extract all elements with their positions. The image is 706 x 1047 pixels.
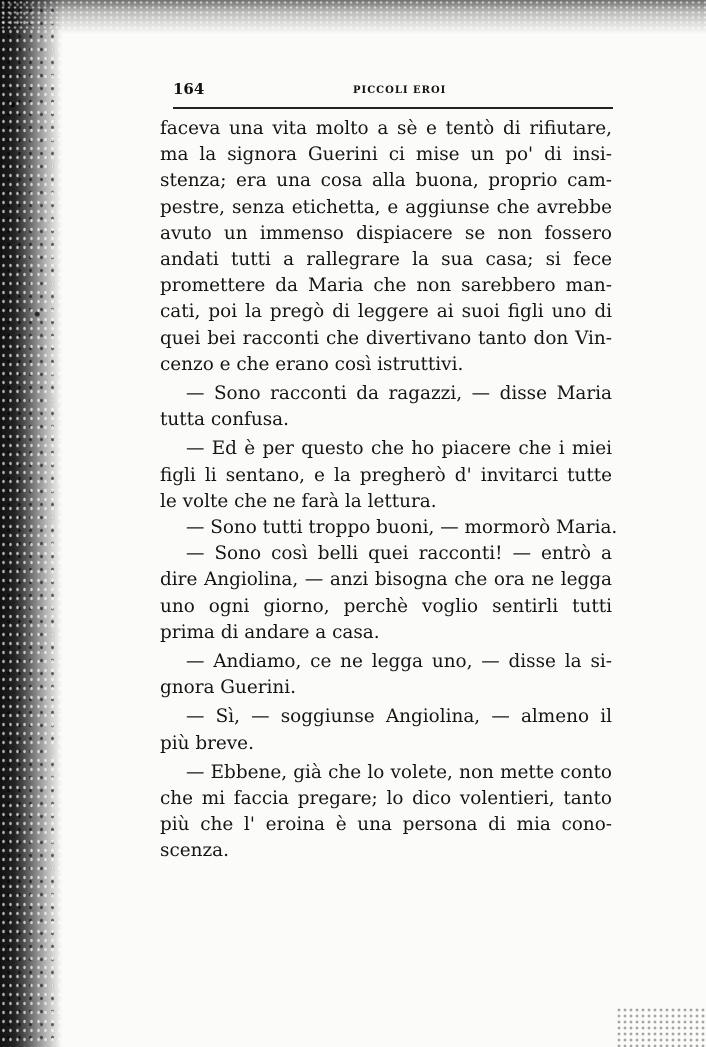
text-line: più breve. xyxy=(160,732,254,754)
text-line: stenza; era una cosa alla buona, proprio cam- xyxy=(160,170,612,192)
text-line: più che l' eroina è una persona di mia cono- xyxy=(160,814,612,836)
text-line: — Sì, — soggiunse Angiolina, — almeno il xyxy=(186,706,612,728)
text-line: — Ebbene, già che lo volete, non mette conto xyxy=(186,761,612,783)
text-line: — Andiamo, ce ne legga uno, — disse la si- xyxy=(186,651,612,673)
text-line: dire Angiolina, — anzi bisogna che ora ne legga xyxy=(160,569,612,591)
text-line: quei bei racconti che divertivano tanto don Vin- xyxy=(160,327,612,349)
scan-speckle-left xyxy=(0,0,62,1047)
text-line: tutta confusa. xyxy=(160,409,289,431)
text-line: gnora Guerini. xyxy=(160,677,296,699)
text-line: uno ogni giorno, perchè voglio sentirli tutti xyxy=(160,595,612,617)
text-line: le volte che ne farà la lettura. xyxy=(160,490,437,512)
scan-speckle-top xyxy=(0,0,706,30)
text-line: — Sono racconti da ragazzi, — disse Maria xyxy=(186,383,612,405)
body-text xyxy=(160,116,618,865)
text-line: prima di andare a casa. xyxy=(160,621,380,643)
running-title: PICCOLI EROI xyxy=(353,85,447,96)
text-line: cenzo e che erano così istruttivi. xyxy=(160,353,464,375)
page-header xyxy=(173,80,613,102)
header-rule xyxy=(173,107,613,109)
text-line: — Sono tutti troppo buoni, — mormorò Maria. xyxy=(186,517,618,539)
text-line: — Sono così belli quei racconti! — entrò a xyxy=(186,543,612,565)
text-line: andati tutti a rallegrare la sua casa; si fece xyxy=(160,249,612,271)
text-line: pestre, senza etichetta, e aggiunse che avrebbe xyxy=(160,196,612,218)
text-line: cati, poi la pregò di leggere ai suoi figli uno di xyxy=(160,301,612,323)
text-line: figli li sentano, e la pregherò d' invitarci tutte xyxy=(160,464,612,486)
text-line: promettere da Maria che non sarebbero man- xyxy=(160,275,612,297)
text-line: scenza. xyxy=(160,840,229,862)
text-line: ma la signora Guerini ci mise un po' di insi- xyxy=(160,144,612,166)
scan-speckle-bottom-right xyxy=(616,1007,706,1047)
page-number: 164 xyxy=(173,80,205,98)
text-line: faceva una vita molto a sè e tentò di rifiutare, xyxy=(160,118,612,139)
text-line: che mi faccia pregare; lo dico volentieri, tanto xyxy=(160,788,612,810)
text-line: avuto un immenso dispiacere se non fossero xyxy=(160,222,612,244)
text-line: — Ed è per questo che ho piacere che i miei xyxy=(186,438,612,460)
